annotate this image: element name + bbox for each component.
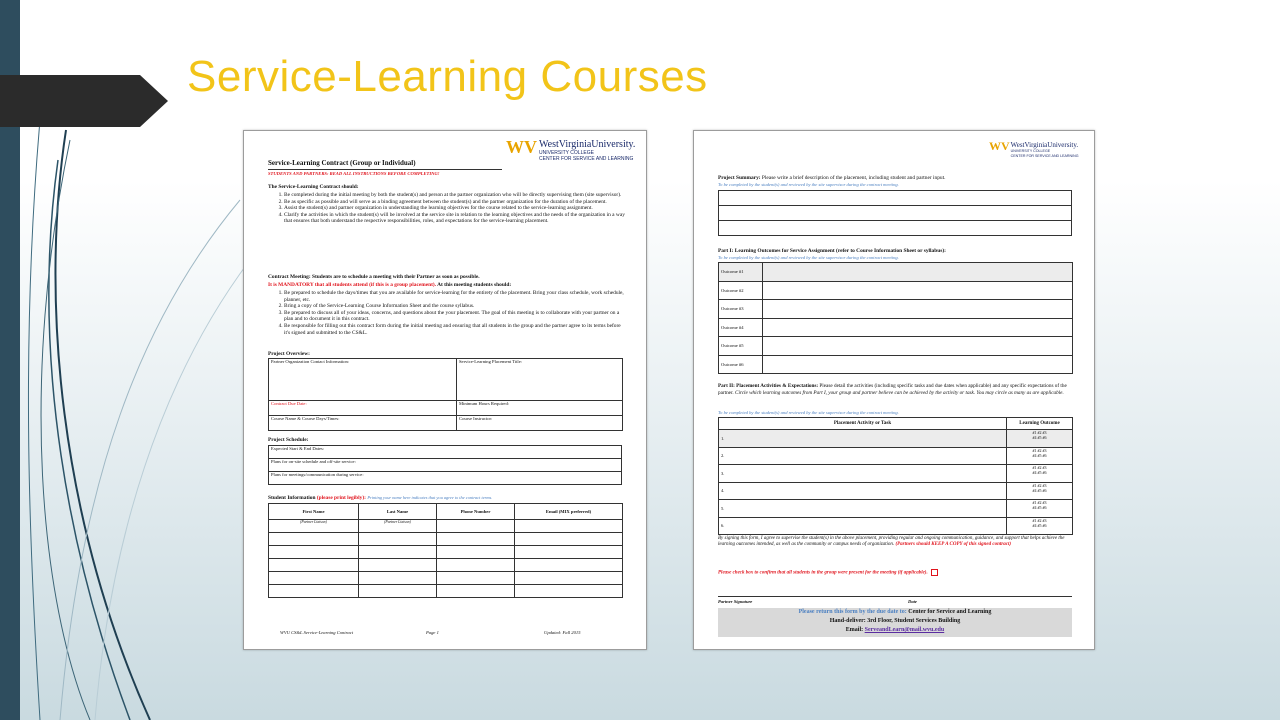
title-tab — [0, 75, 168, 127]
column-header: Learning Outcome — [1007, 418, 1073, 430]
activities-table — [718, 417, 1073, 535]
footer-left: WVU CS&L Service-Learning Contract — [280, 630, 354, 635]
summary-table — [718, 190, 1072, 236]
course-name-field[interactable]: Course Name & Course Days/Times: — [269, 416, 457, 431]
student-heading: Student Information (please print legibly): Printing your name here indicates that you agree to the contract terms. — [268, 495, 493, 501]
outcome-field[interactable] — [763, 318, 1073, 337]
wvu-logo: WV WestVirginiaUniversity. UNIVERSITY COLLEGE CENTER FOR SERVICE AND LEARNING — [989, 139, 1079, 158]
summary-row[interactable] — [719, 221, 1072, 236]
table-cell[interactable] — [515, 520, 623, 533]
outcome-marks[interactable]: #1 #2 #3 #4 #5 #6 — [1007, 465, 1073, 483]
outcome-marks[interactable]: #1 #2 #3 #4 #5 #6 — [1007, 517, 1073, 535]
part2-intro: Part II: Placement Activities & Expectations: Please detail the activities (including specific tasks and due dates when applicable) and any specific expectations of the partner. Circle which learning outcomes from Part I, your group and partner believe can be achieved by the activity or task. You may circle as many as are applicable. — [718, 383, 1067, 396]
footer-right: Updated: Fall 2015 — [544, 630, 581, 635]
table-row — [269, 533, 623, 546]
activity-row[interactable]: 1. — [719, 430, 1007, 448]
completion-note: To be completed by the student(s) and reviewed by the site supervisor during the contract meeting. — [718, 255, 899, 260]
part1-heading: Part I: Learning Outcomes for Service Assignment (refer to Course Information Sheet or syllabus): — [718, 248, 946, 254]
schedule-table — [268, 445, 622, 485]
list-item: 2. Be as specific as possible and will serve as a binding agreement between the student(s) and the partner organization for the duration of the placement. — [284, 199, 628, 206]
signature-line — [718, 596, 1072, 597]
activity-row[interactable]: 6. — [719, 517, 1007, 535]
contract-page-2 — [693, 130, 1095, 650]
table-row — [269, 559, 623, 572]
return-box: Please return this form by the due date to: Center for Service and Learning Hand-deliver: 3rd Floor, Student Services Building Email: ServeandLearn@mail.wvu.edu — [718, 608, 1072, 637]
due-date-field[interactable]: Contract Due Date: — [269, 401, 457, 416]
activity-row[interactable]: 5. — [719, 500, 1007, 518]
signature-label: Partner Signature — [718, 599, 753, 604]
column-header: Phone Number — [437, 504, 515, 520]
schedule-row[interactable]: Expected Start & End Dates: — [269, 446, 622, 459]
schedule-heading: Project Schedule: — [268, 437, 309, 443]
column-header: First Name — [269, 504, 359, 520]
signing-statement: By signing this form, I agree to supervise the student(s) in the above placement, providing regular and ongoing communication, guidance, and support that helps achieve the learning outcomes intended, as well as the community or campus needs of organization. (Partners should KEEP A COPY of this signed contract) — [718, 536, 1065, 548]
list-item: 4. Be responsible for filling out this contract form during the initial meeting and ensuring that all students in the group and the partner agree to its terms before it's signed and submitted to the CS&L. — [284, 323, 628, 336]
contract-title: Service-Learning Contract (Group or Individual) — [268, 159, 416, 167]
schedule-row[interactable]: Plans for on-site schedule and off-site service: — [269, 459, 622, 472]
list-item: 3. Assist the student(s) and partner organization in understanding the learning objectives for the course related to the service-learning assignment. — [284, 205, 628, 212]
outcome-field[interactable] — [763, 281, 1073, 300]
placement-title-field[interactable]: Service-Learning Placement Title: — [457, 359, 623, 401]
wvu-logo: WV WestVirginiaUniversity. UNIVERSITY COLLEGE CENTER FOR SERVICE AND LEARNING — [506, 137, 636, 162]
outcome-label: Outcome #4 — [719, 318, 763, 337]
outcome-field[interactable] — [763, 337, 1073, 356]
partner-contact-field[interactable]: Partner Organization Contact Information: — [269, 359, 457, 401]
table-row — [269, 546, 623, 559]
outcome-marks[interactable]: #1 #2 #3 #4 #5 #6 — [1007, 482, 1073, 500]
list-item: 1. Be completed during the initial meeting by both the student(s) and person at the partner organization who will be directly supervising them (site supervisor). — [284, 192, 628, 199]
table-row — [269, 572, 623, 585]
meeting-heading: Contract Meeting: Students are to schedule a meeting with their Partner as soon as possible. — [268, 274, 480, 280]
title-rule — [268, 169, 502, 170]
should-heading: The Service-Learning Contract should: — [268, 184, 359, 190]
mandatory-line: It is MANDATORY that all students attend (if this is a group placement). At this meeting students should: — [268, 282, 512, 288]
presence-checkbox[interactable] — [931, 569, 938, 576]
checkbox-line: Please check box to confirm that all students in the group were present for the meeting (if applicable). — [718, 569, 938, 576]
schedule-row[interactable]: Plans for meetings/communication during service: — [269, 472, 622, 485]
should-list — [268, 192, 628, 225]
outcome-label: Outcome #5 — [719, 337, 763, 356]
wv-flying-logo-icon: WV — [506, 137, 537, 157]
wv-flying-logo-icon: WV — [989, 139, 1010, 153]
outcome-marks[interactable]: #1 #2 #3 #4 #5 #6 — [1007, 430, 1073, 448]
completion-note: To be completed by the student(s) and reviewed by the site supervisor during the contract meeting. — [718, 410, 899, 415]
summary-heading: Project Summary: Please write a brief description of the placement, including student and partner input. — [718, 175, 946, 181]
meeting-list — [268, 290, 628, 336]
date-label: Date — [908, 599, 917, 604]
outcome-marks[interactable]: #1 #2 #3 #4 #5 #6 — [1007, 447, 1073, 465]
completion-note: To be completed by the student(s) and reviewed by the site supervisor during the contract meeting. — [718, 182, 899, 187]
min-hours-field[interactable]: Minimum Hours Required: — [457, 401, 623, 416]
column-header: Email (MIX preferred) — [515, 504, 623, 520]
email-link[interactable]: ServeandLearn@mail.wvu.edu — [864, 627, 945, 633]
outcome-label: Outcome #3 — [719, 300, 763, 319]
slide-title: Service-Learning Courses — [187, 52, 708, 101]
outcome-label: Outcome #1 — [719, 263, 763, 282]
student-table — [268, 503, 623, 598]
summary-row[interactable] — [719, 191, 1072, 206]
summary-row[interactable] — [719, 206, 1072, 221]
column-header: Last Name — [359, 504, 437, 520]
list-item: 4. Clarify the activities in which the student(s) will be involved at the service site in relation to the learning objectives and the needs of the organization in a way that ensures that both understand the respective responsibilities, roles, and expectations for the service-learning placement. — [284, 212, 628, 225]
outcomes-table — [718, 262, 1073, 374]
overview-heading: Project Overview: — [268, 351, 310, 357]
table-cell[interactable] — [437, 520, 515, 533]
activity-row[interactable]: 3. — [719, 465, 1007, 483]
activity-row[interactable]: 2. — [719, 447, 1007, 465]
outcome-field[interactable] — [763, 300, 1073, 319]
outcome-marks[interactable]: #1 #2 #3 #4 #5 #6 — [1007, 500, 1073, 518]
outcome-field[interactable] — [763, 355, 1073, 374]
outcome-field[interactable] — [763, 263, 1073, 282]
list-item: 3. Be prepared to discuss all of your ideas, concerns, and questions about the your placement. The goal of this meeting is to collaborate with your partner on a plan and to document it in this contract. — [284, 310, 628, 323]
list-item: 2. Bring a copy of the Service-Learning Course Information Sheet and the course syllabus. — [284, 303, 628, 310]
table-row — [269, 585, 623, 598]
contract-subtitle: STUDENTS AND PARTNERS: READ ALL INSTRUCTIONS BEFORE COMPLETING! — [268, 171, 440, 176]
footer-center: Page 1 — [426, 630, 439, 635]
activity-row[interactable]: 4. — [719, 482, 1007, 500]
contract-page-1 — [243, 130, 647, 650]
column-header: Placement Activity or Task — [719, 418, 1007, 430]
liaison-note[interactable]: (Partner Liaison) — [359, 520, 437, 533]
outcome-label: Outcome #2 — [719, 281, 763, 300]
instructor-field[interactable]: Course Instructor: — [457, 416, 623, 431]
outcome-label: Outcome #6 — [719, 355, 763, 374]
list-item: 1. Be prepared to schedule the days/times that you are available for service-learning for the entirety of the placement. Bring your class schedule, work schedule, planner, etc. — [284, 290, 628, 303]
liaison-note[interactable]: (Partner Liaison) — [269, 520, 359, 533]
overview-table — [268, 358, 623, 431]
